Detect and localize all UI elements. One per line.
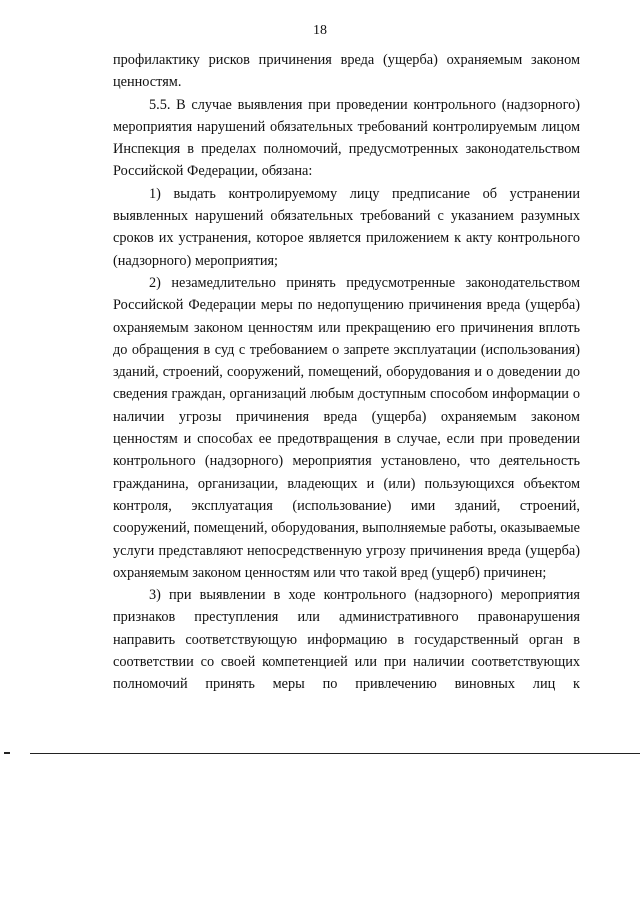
- paragraph-item-1: 1) выдать контролируемому лицу предписание об устранении выявленных нарушений обязательных требований с указанием разумных сроков их устранения, которое является приложением к акту контрольного (надзорного) мероприятия;: [113, 185, 580, 269]
- paragraph-continuation: профилактику рисков причинения вреда (ущерба) охраняемым законом ценностям.: [113, 52, 580, 91]
- document-body: [113, 49, 580, 696]
- page-number: 18: [313, 23, 327, 38]
- paragraph-item-3: 3) при выявлении в ходе контрольного (надзорного) мероприятия признаков преступления или административного правонарушения направить соответствующую информацию в государственный орган в соответствии со своей компетенцией или при наличии соответствующих полномочий принять меры по привлечению виновных лиц к: [113, 587, 580, 693]
- page-bottom-rule: [30, 753, 640, 754]
- scan-edge-mark: [4, 752, 10, 754]
- paragraph-item-2: 2) незамедлительно принять предусмотренные законодательством Российской Федерации меры по недопущению причинения вреда (ущерба) охраняемым законом ценностям или прекращению его причинения вплоть до обращения в суд с требованием о запрете эксплуатации (использования) зданий, строений, сооружений, помещений, оборудования и о доведении до сведения граждан, организаций любым доступным способом информации о наличии угрозы причинения вреда (ущерба) охраняемым законом ценностям и способах ее предотвращения в случае, если при проведении контрольного (надзорного) мероприятия установлено, что деятельность гражданина, организации, владеющих и (или) пользующихся объектом контроля, эксплуатация (использование) ими зданий, строений, сооружений, помещений, оборудования, выполняемые работы, оказываемые услуги представляют непосредственную угрозу причинения вреда (ущерба) охраняемым законом ценностям или что такой вред (ущерб) причинен;: [113, 274, 580, 581]
- paragraph-5-5: 5.5. В случае выявления при проведении контрольного (надзорного) мероприятия нарушений обязательных требований контролируемым лицом Инспекция в пределах полномочий, предусмотренных законодательством Российской Федерации, обязана:: [113, 96, 580, 180]
